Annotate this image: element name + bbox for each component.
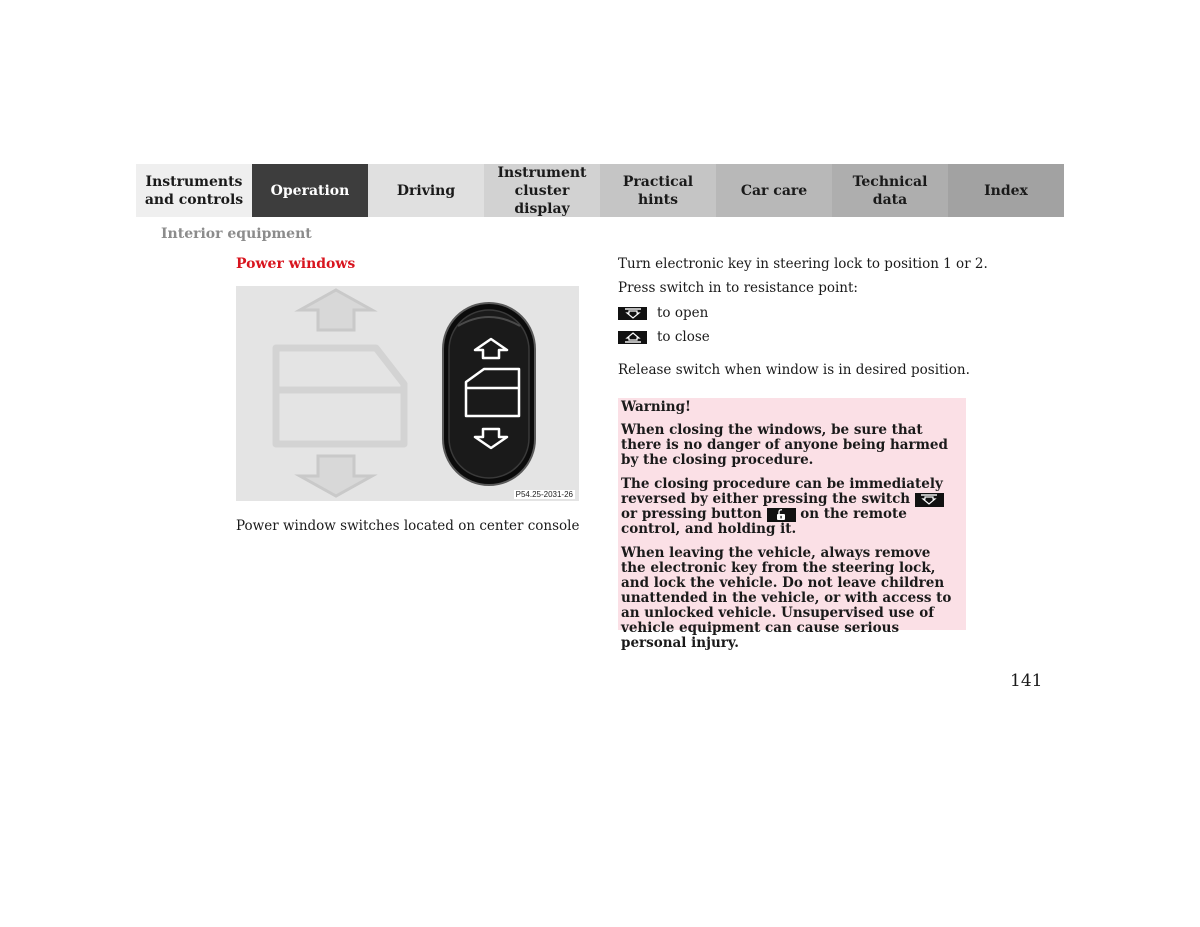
tab-technical-data[interactable]: Technical data bbox=[832, 164, 948, 217]
warning-paragraph-2 bbox=[621, 477, 958, 537]
warning-title: Warning! bbox=[621, 399, 691, 415]
section-title: Interior equipment bbox=[161, 226, 312, 242]
figure-caption: Power window switches located on center console bbox=[236, 518, 580, 534]
faded-down-arrow-icon bbox=[300, 456, 372, 496]
unlock-icon bbox=[773, 509, 789, 520]
figure-code: P54.25-2031-26 bbox=[515, 490, 573, 499]
warning-paragraph-1: When closing the windows, be sure that there is no danger of anyone being harmed by the closing procedure. bbox=[621, 422, 948, 468]
faded-up-arrow-icon bbox=[300, 290, 372, 330]
tab-driving[interactable]: Driving bbox=[368, 164, 484, 217]
remote-unlock-key bbox=[767, 508, 796, 522]
open-label: to open bbox=[657, 305, 709, 321]
close-switch-icon bbox=[624, 332, 642, 343]
tab-operation[interactable]: Operation bbox=[252, 164, 368, 217]
warning-paragraph-2-part-b: or pressing button bbox=[621, 506, 762, 522]
tab-index[interactable]: Index bbox=[948, 164, 1064, 217]
switch-open-key bbox=[915, 493, 944, 507]
tab-practical-hints[interactable]: Practical hints bbox=[600, 164, 716, 217]
window-switch bbox=[443, 303, 535, 485]
tab-car-care[interactable]: Car care bbox=[716, 164, 832, 217]
open-key bbox=[618, 307, 647, 320]
open-switch-icon bbox=[920, 494, 938, 505]
warning-paragraph-2-part-a: The closing procedure can be immediately reversed by either pressing the switch bbox=[621, 476, 943, 507]
power-window-switch-figure bbox=[236, 286, 579, 501]
warning-paragraph-2-part-c: on the remote control, and holding it. bbox=[621, 506, 907, 537]
warning-paragraph-3: When leaving the vehicle, always remove the electronic key from the steering lock, and lock the vehicle. Do not leave children unattended in the vehicle, or with access to an unlocked vehicle. Unsupervised use of vehicle equipment can cause serious personal injury. bbox=[621, 545, 952, 651]
tab-instruments-and-controls[interactable]: Instruments and controls bbox=[136, 164, 252, 217]
warning-box bbox=[618, 398, 966, 651]
page-heading: Power windows bbox=[236, 256, 356, 272]
tab-instrument-cluster-display[interactable]: Instrument cluster display bbox=[484, 164, 600, 217]
close-key bbox=[618, 331, 647, 344]
instruction-press-switch: Press switch in to resistance point: bbox=[618, 280, 858, 296]
open-switch-icon bbox=[624, 308, 642, 319]
faded-window-icon bbox=[276, 348, 404, 444]
instruction-key-position: Turn electronic key in steering lock to position 1 or 2. bbox=[618, 256, 988, 272]
instruction-release: Release switch when window is in desired position. bbox=[618, 362, 970, 378]
chapter-tabs bbox=[136, 164, 1064, 217]
power-window-illustration bbox=[236, 286, 579, 501]
page-number: 141 bbox=[1010, 671, 1043, 691]
close-label: to close bbox=[657, 329, 710, 345]
